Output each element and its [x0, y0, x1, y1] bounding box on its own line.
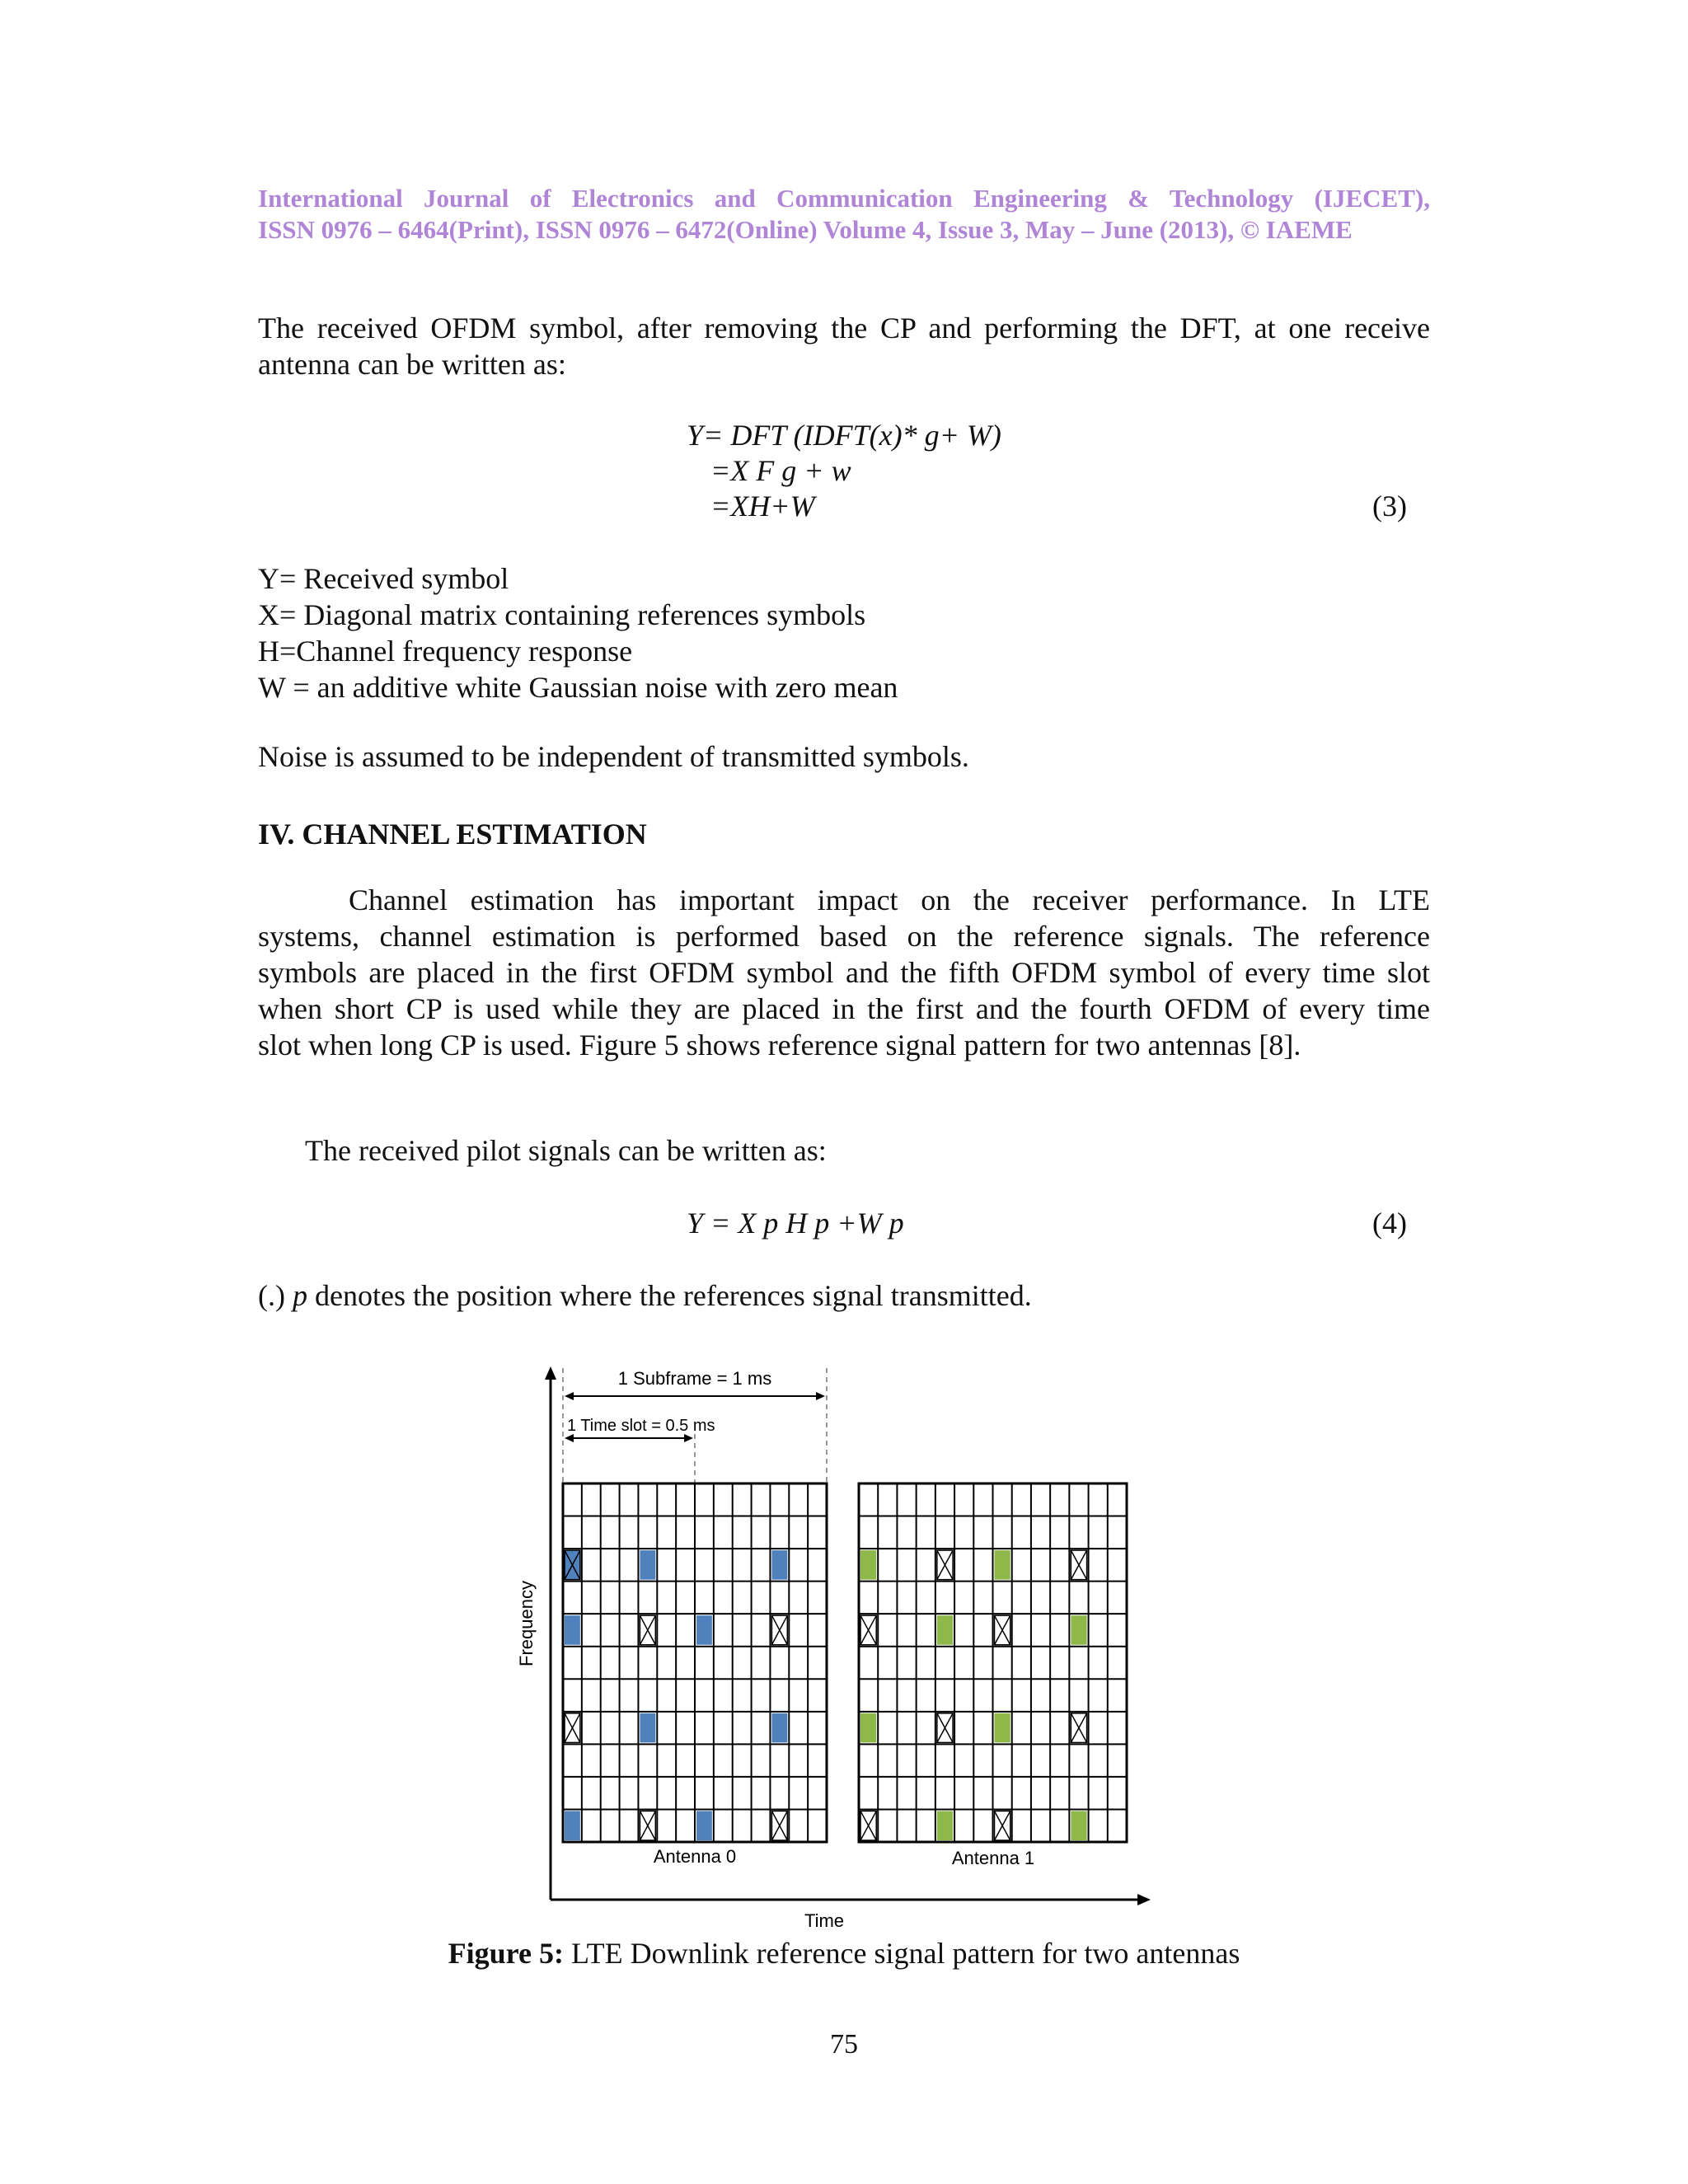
- time-axis-label: Time: [804, 1910, 845, 1931]
- section-paragraph: [258, 882, 1430, 1063]
- intro-paragraph: [258, 310, 1430, 382]
- header-line-1: International Journal of Electronics and Communication Engineering & Technology (IJECET),: [258, 184, 1430, 213]
- section-heading: IV. CHANNEL ESTIMATION: [258, 818, 647, 851]
- antenna-1-reference-cell: [860, 1713, 876, 1743]
- frequency-axis-arrow: [545, 1366, 556, 1380]
- antenna-0-reference-cell: [696, 1811, 712, 1840]
- definition-w: W = an additive white Gaussian noise with zero mean: [258, 671, 898, 704]
- timeslot-arrow-right: [684, 1434, 693, 1442]
- intro-line-2: antenna can be written as:: [258, 348, 566, 381]
- time-axis-arrow: [1137, 1894, 1151, 1905]
- antenna-1-reference-cell: [995, 1713, 1010, 1743]
- definition-list: [258, 560, 898, 705]
- p-note-symbol: p: [292, 1279, 307, 1312]
- antenna-0-reference-cell: [565, 1615, 580, 1645]
- subframe-label: 1 Subframe = 1 ms: [617, 1368, 772, 1389]
- subframe-arrow-right: [816, 1392, 825, 1400]
- section-line-4: when short CP is used while they are placed in the first and the fourth OFDM of every time: [258, 992, 1430, 1025]
- journal-header: [258, 183, 1430, 246]
- antenna-1-reference-cell: [995, 1550, 1010, 1580]
- definition-y: Y= Received symbol: [258, 562, 509, 595]
- intro-line-1: The received OFDM symbol, after removing the CP and performing the DFT, at one receive: [258, 312, 1430, 344]
- antenna-0-reference-cell: [696, 1615, 712, 1645]
- definition-h: H=Channel frequency response: [258, 635, 633, 668]
- p-note-rest: denotes the position where the references signal transmitted.: [307, 1279, 1032, 1312]
- antenna-1-grid: [859, 1483, 1127, 1842]
- pilot-intro: The received pilot signals can be written as:: [305, 1134, 827, 1167]
- equation-3-number: (3): [1372, 490, 1407, 523]
- antenna-1-reference-cell: [937, 1615, 953, 1645]
- antenna-0-reference-cell: [640, 1550, 655, 1580]
- antenna-0-reference-cell: [640, 1713, 655, 1743]
- subframe-arrow-left: [565, 1392, 574, 1400]
- section-line-2: systems, channel estimation is performed based on the reference signals. The reference: [258, 920, 1430, 953]
- reference-signal-figure: [511, 1352, 1170, 1933]
- timeslot-arrow-left: [565, 1434, 574, 1442]
- antenna-1-reference-cell: [1071, 1811, 1086, 1840]
- equation-3-line-3: =XH+W: [710, 490, 815, 523]
- antenna-1-reference-cell: [1071, 1615, 1086, 1645]
- frequency-axis-label: Frequency: [516, 1581, 537, 1666]
- p-note: [258, 1277, 1430, 1314]
- antenna-1-reference-cell: [937, 1811, 953, 1840]
- header-line-2: ISSN 0976 – 6464(Print), ISSN 0976 – 6472(Online) Volume 4, Issue 3, May – June (2013), © IAEME: [258, 215, 1353, 244]
- section-line-3: symbols are placed in the first OFDM symbol and the fifth OFDM symbol of every time slot: [258, 956, 1430, 989]
- p-note-prefix: (.): [258, 1279, 293, 1312]
- antenna-0-label: Antenna 0: [653, 1846, 737, 1867]
- antenna-1-label: Antenna 1: [951, 1848, 1035, 1868]
- equation-3-line-2: =X F g + w: [710, 454, 851, 487]
- antenna-0-reference-cell: [771, 1713, 787, 1743]
- section-line-1: Channel estimation has important impact on the receiver performance. In LTE: [349, 883, 1430, 916]
- caption-label: Figure 5:: [448, 1937, 564, 1970]
- caption-text: LTE Downlink reference signal pattern for two antennas: [563, 1937, 1240, 1970]
- equation-4-number: (4): [1372, 1207, 1407, 1240]
- equation-4: Y = X p H p +W p: [687, 1207, 904, 1240]
- antenna-0-grid: [563, 1483, 827, 1842]
- section-line-5: slot when long CP is used. Figure 5 shows reference signal pattern for two antennas [8].: [258, 1029, 1301, 1062]
- page-number: 75: [830, 2029, 858, 2060]
- timeslot-label: 1 Time slot = 0.5 ms: [567, 1417, 715, 1435]
- equation-3-line-1: Y= DFT (IDFT(x)* g+ W): [687, 419, 1001, 452]
- figure-caption: [0, 1935, 1688, 1971]
- antenna-0-reference-cell: [565, 1811, 580, 1840]
- antenna-1-reference-cell: [860, 1550, 876, 1580]
- noise-note: Noise is assumed to be independent of transmitted symbols.: [258, 740, 969, 773]
- definition-x: X= Diagonal matrix containing references symbols: [258, 598, 866, 631]
- antenna-0-reference-cell: [771, 1550, 787, 1580]
